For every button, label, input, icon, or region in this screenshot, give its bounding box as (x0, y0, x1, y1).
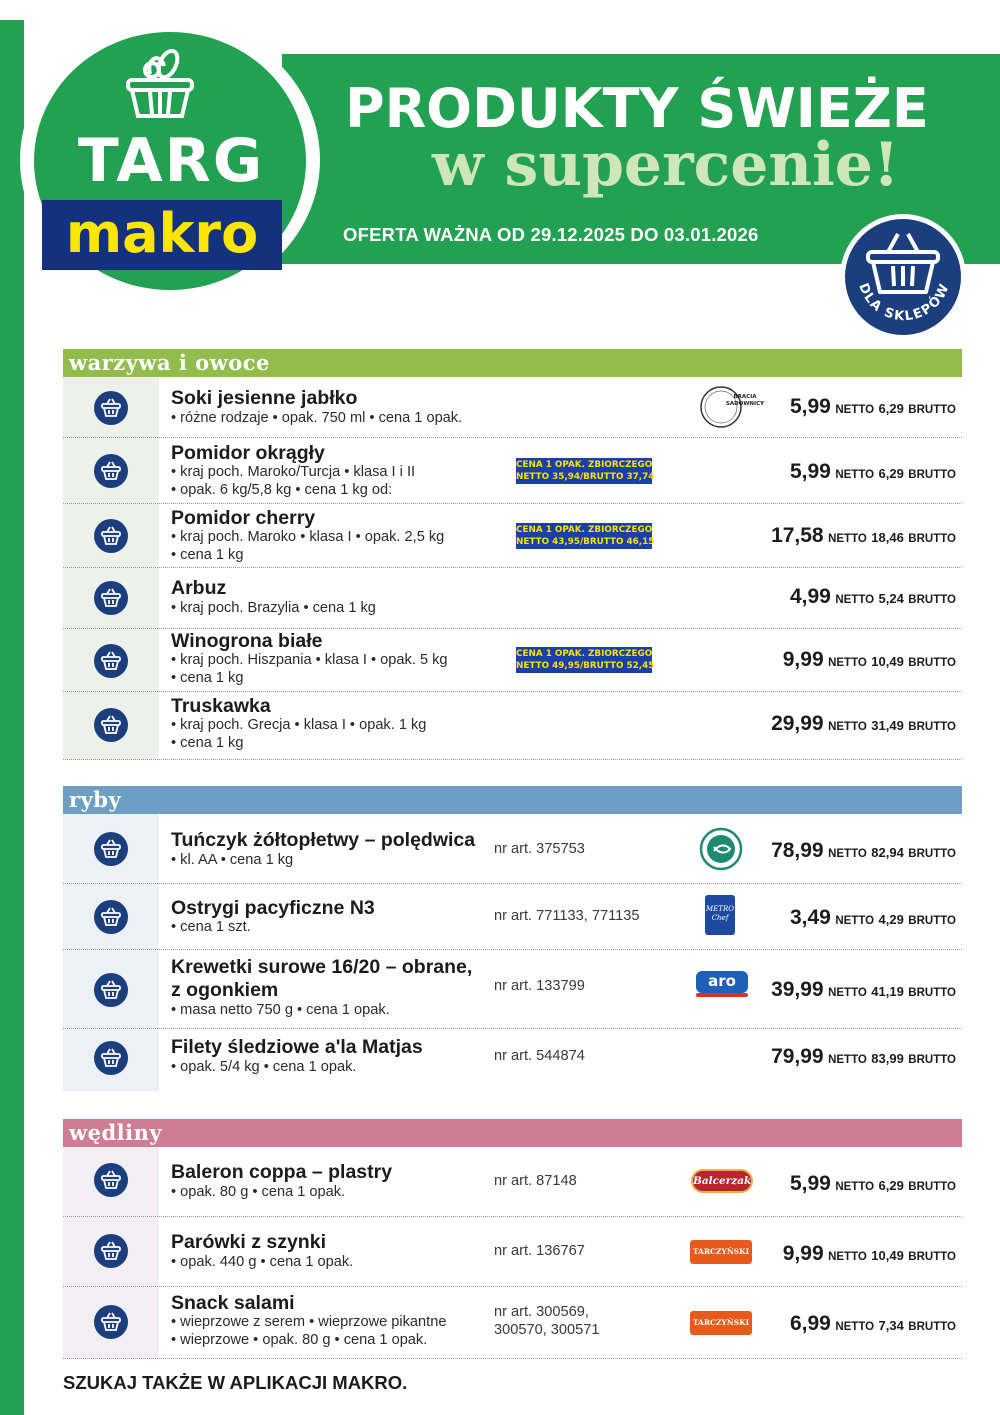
tarczynski-logo: TARCZYŃSKI (690, 1311, 752, 1335)
dla-sklepow-badge (838, 212, 968, 342)
product-row[interactable] (63, 1217, 962, 1287)
product-name: Winogrona białe (171, 630, 323, 652)
row-divider (63, 1358, 962, 1359)
product-desc: • opak. 440 g • cena 1 opak. (171, 1254, 354, 1270)
section-fruit-vegetables (63, 349, 962, 751)
product-name: Soki jesienne jabłko (171, 387, 358, 409)
product-desc: • kl. AA • cena 1 kg (171, 852, 294, 868)
basket-icon (94, 1305, 128, 1339)
basket-icon (94, 832, 128, 866)
product-desc: • wieprzowe z serem • wieprzowe pikantne (171, 1314, 447, 1330)
basket-icon (120, 44, 200, 124)
basket-icon (94, 644, 128, 678)
product-row[interactable] (63, 692, 962, 760)
brand-text: BRACIA SADOWNICY (725, 394, 765, 407)
product-name: Truskawka (171, 695, 271, 717)
article-number: nr art. 771133, 771135 (494, 908, 640, 924)
basket-icon (94, 581, 128, 615)
product-name: Filety śledziowe a'la Matjas (171, 1036, 423, 1058)
product-desc: • kraj poch. Brazylia • cena 1 kg (171, 600, 376, 616)
price: 5,99 NETTO 6,29 BRUTTO (789, 395, 956, 418)
price: 9,99 NETTO 10,49 BRUTTO (782, 648, 956, 671)
product-desc: • kraj poch. Grecja • klasa I • opak. 1 kg (171, 717, 427, 733)
product-desc: • wieprzowe • opak. 80 g • cena 1 opak. (171, 1332, 428, 1348)
basket-icon (94, 519, 128, 553)
basket-icon (94, 708, 128, 742)
basket-icon (94, 454, 128, 488)
headline: PRODUKTY ŚWIEŻE (345, 77, 929, 140)
section-fish (63, 786, 962, 1075)
product-desc: • kraj poch. Hiszpania • klasa I • opak. 5 kg (171, 652, 448, 668)
price: 79,99 NETTO 83,99 BRUTTO (771, 1045, 956, 1068)
product-desc: • cena 1 kg (171, 547, 244, 563)
basket-icon (94, 391, 128, 425)
product-row[interactable] (63, 438, 962, 504)
product-desc: • opak. 80 g • cena 1 opak. (171, 1184, 346, 1200)
product-desc: • kraj poch. Maroko/Turcja • klasa I i II (171, 464, 416, 480)
product-row[interactable] (63, 1147, 962, 1217)
tarczynski-logo: TARCZYŃSKI (690, 1240, 752, 1264)
price: 78,99 NETTO 82,94 BRUTTO (771, 839, 956, 862)
product-row[interactable] (63, 814, 962, 884)
bulk-price-label: CENA 1 OPAK. ZBIORCZEGO NETTO 35,94/BRUTTO 37,74 (516, 460, 655, 482)
product-row[interactable] (63, 568, 962, 629)
subheadline: w supercenie! (432, 130, 900, 200)
article-number: nr art. 133799 (494, 978, 585, 994)
product-name: Baleron coppa – plastry (171, 1161, 393, 1183)
product-row[interactable] (63, 884, 962, 950)
price: 17,58 NETTO 18,46 BRUTTO (771, 524, 956, 547)
price: 5,99 NETTO 6,29 BRUTTO (789, 1172, 956, 1195)
product-desc: • cena 1 szt. (171, 919, 251, 935)
row-divider (63, 759, 962, 760)
product-desc: • różne rodzaje • opak. 750 ml • cena 1 opak. (171, 410, 463, 426)
product-desc: • kraj poch. Maroko • klasa I • opak. 2,5 kg (171, 529, 445, 545)
section-title: ryby (63, 786, 962, 814)
section-title: warzywa i owoce (63, 349, 962, 377)
offer-validity: OFERTA WAŻNA OD 29.12.2025 DO 03.01.2026 (343, 224, 759, 245)
price: 5,99 NETTO 6,29 BRUTTO (789, 460, 956, 483)
basket-icon (94, 1041, 128, 1075)
brand-text: METRO Chef (706, 905, 734, 922)
product-name: Arbuz (171, 577, 227, 599)
product-row[interactable] (63, 1287, 962, 1359)
balcerzak-logo: Balcerzak (691, 1169, 753, 1193)
price: 6,99 NETTO 7,34 BRUTTO (789, 1312, 956, 1335)
product-row[interactable] (63, 629, 962, 692)
product-name: Parówki z szynki (171, 1231, 326, 1253)
aro-logo: aro (696, 971, 748, 993)
section-title: wędliny (63, 1119, 962, 1147)
article-number: 300570, 300571 (494, 1322, 600, 1338)
msc-certified-logo (695, 827, 751, 871)
product-desc: • cena 1 kg (171, 670, 244, 686)
product-row[interactable] (63, 377, 962, 438)
basket-icon (94, 1234, 128, 1268)
product-desc: • opak. 5/4 kg • cena 1 opak. (171, 1059, 357, 1075)
price: 9,99 NETTO 10,49 BRUTTO (782, 1242, 956, 1265)
article-number: nr art. 544874 (494, 1048, 585, 1064)
article-number: nr art. 300569, (494, 1304, 589, 1320)
bulk-price-label: CENA 1 OPAK. ZBIORCZEGO NETTO 49,95/BRUTTO 52,45 (516, 649, 655, 671)
product-row[interactable] (63, 950, 962, 1029)
article-number: nr art. 375753 (494, 841, 585, 857)
price: 39,99 NETTO 41,19 BRUTTO (771, 978, 956, 1001)
product-name: Tuńczyk żółtopłetwy – polędwica (171, 829, 476, 851)
badge-text: DLA SKLEPÓW (855, 280, 953, 325)
basket-icon (94, 1163, 128, 1197)
product-row[interactable] (63, 1029, 962, 1091)
product-desc: • cena 1 kg (171, 735, 244, 751)
price: 3,49 NETTO 4,29 BRUTTO (789, 906, 956, 929)
product-desc: • opak. 6 kg/5,8 kg • cena 1 kg od: (171, 482, 393, 498)
basket-icon (94, 900, 128, 934)
aro-logo-stripe (696, 993, 748, 997)
product-name: z ogonkiem (171, 979, 279, 1001)
product-name: Pomidor cherry (171, 507, 316, 529)
article-number: nr art. 136767 (494, 1243, 585, 1259)
basket-icon (94, 973, 128, 1007)
article-number: nr art. 87148 (494, 1173, 577, 1189)
logo-word-makro: makro (65, 202, 259, 265)
logo-word-targ: TARG (77, 126, 265, 196)
product-name: Snack salami (171, 1292, 295, 1314)
price: 4,99 NETTO 5,24 BRUTTO (789, 585, 956, 608)
price: 29,99 NETTO 31,49 BRUTTO (771, 712, 956, 735)
footer-app-note: SZUKAJ TAKŻE W APLIKACJI MAKRO. (63, 1372, 408, 1393)
section-cold-cuts (63, 1119, 962, 1348)
product-name: Pomidor okrągły (171, 442, 325, 464)
left-accent-bar (0, 20, 24, 1415)
product-desc: • masa netto 750 g • cena 1 opak. (171, 1002, 390, 1018)
product-name: Ostrygi pacyficzne N3 (171, 897, 375, 919)
product-row[interactable] (63, 504, 962, 568)
bulk-price-label: CENA 1 OPAK. ZBIORCZEGO NETTO 43,95/BRUTTO 46,15 (516, 525, 655, 547)
product-name: Krewetki surowe 16/20 – obrane, (171, 956, 473, 978)
